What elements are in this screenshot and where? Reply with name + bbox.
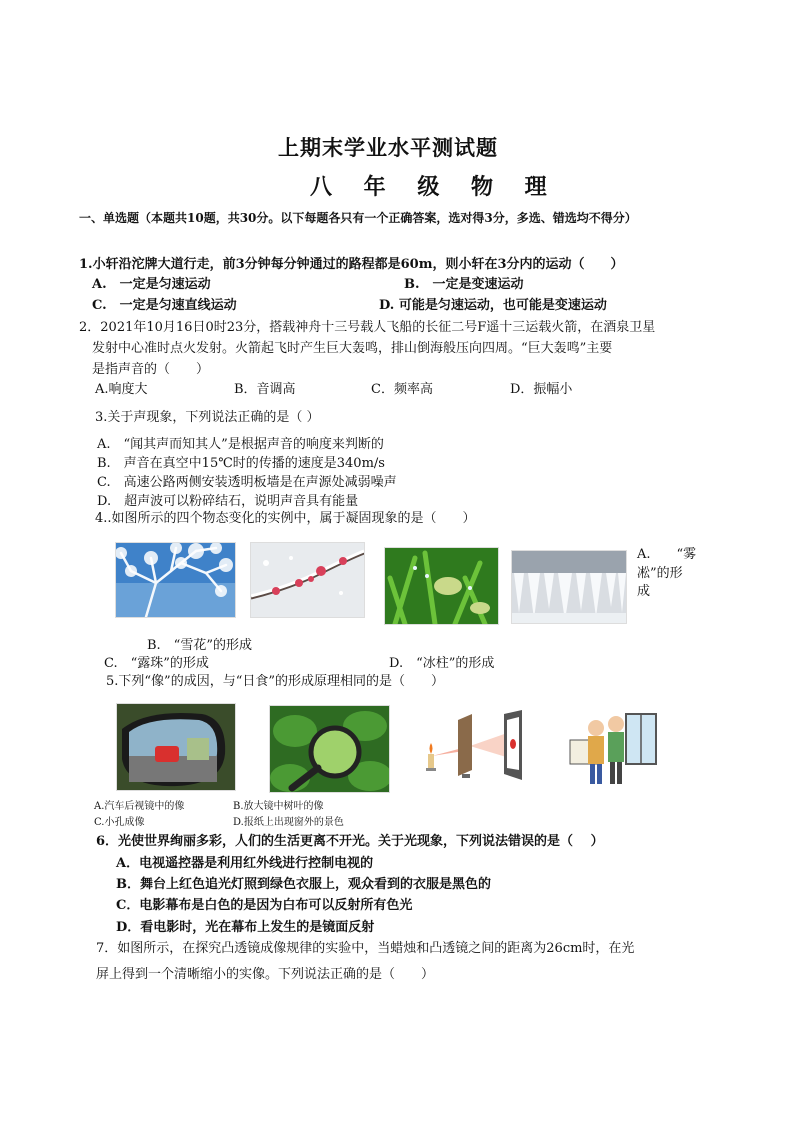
q6-option-b: B．舞台上红色追光灯照到绿色衣服上，观众看到的衣服是黑色的 [116, 877, 491, 892]
q5-option-d: D.报纸上出现窗外的景色 [233, 817, 344, 828]
page-subtitle: 八 年 级 物 理 [310, 174, 559, 200]
pinhole-diagram [418, 710, 530, 780]
q3-option-d: D. 超声波可以粉碎结石，说明声音具有能量 [97, 494, 359, 509]
q3-option-c: C. 高速公路两侧安装透明板墙是在声源处减弱噪声 [97, 475, 397, 490]
q4-option-a-line3: 成 [637, 584, 651, 599]
newspaper-window-image [566, 710, 659, 790]
q6-stem: 6．光使世界绚丽多彩，人们的生活更离不开光。关于光现象，下列说法错误的是（ ） [96, 834, 604, 849]
q3-stem: 3.关于声现象，下列说法正确的是（ ） [95, 410, 320, 425]
q1-option-d: D. 可能是匀速运动，也可能是变速运动 [379, 298, 607, 313]
q5-stem: 5.下列“像”的成因，与“日食”的形成原理相同的是（ ） [106, 674, 444, 689]
q4-option-b: B. “雪花”的形成 [147, 638, 252, 653]
page-title: 上期末学业水平测试题 [278, 135, 498, 160]
magnifier-leaf-photo [269, 705, 390, 793]
q5-option-c: C.小孔成像 [94, 817, 145, 828]
q2-line2: 发射中心准时点火发射。火箭起飞时产生巨大轰鸣，排山倒海般压向四周。“巨大轰鸣”主要 [92, 341, 613, 356]
q7-line1: 7．如图所示，在探究凸透镜成像规律的实验中，当蜡烛和凸透镜之间的距离为26cm时，在光 [96, 941, 635, 956]
q3-option-b: B. 声音在真空中15℃时的传播的速度是340m/s [97, 456, 385, 471]
q2-line1: 2．2021年10月16日0时23分，搭载神舟十三号载人飞船的长征二号F遥十三运载火箭，在酒泉卫星 [79, 320, 656, 335]
q5-option-a: A.汽车后视镜中的像 [94, 801, 185, 812]
q2-option-c: C．频率高 [371, 382, 433, 397]
q3-option-a: A. “闻其声而知其人”是根据声音的响度来判断的 [97, 437, 384, 452]
dew-grass-photo [384, 547, 499, 625]
q2-option-d: D．振幅小 [510, 382, 573, 397]
q4-option-d: D. “冰柱”的形成 [389, 656, 495, 671]
q6-option-a: A．电视遥控器是利用红外线进行控制电视的 [116, 856, 374, 871]
q2-option-b: B．音调高 [234, 382, 296, 397]
q6-option-c: C．电影幕布是白色的是因为白布可以反射所有色光 [116, 898, 413, 913]
q2-option-a: A.响度大 [95, 382, 148, 397]
q4-stem: 4..如图所示的四个物态变化的实例中，属于凝固现象的是（ ） [95, 511, 476, 526]
rime-photo [115, 542, 236, 618]
q1-option-c: C. 一定是匀速直线运动 [92, 298, 237, 313]
q4-option-a-line2: 凇”的形 [637, 566, 683, 581]
snow-plum-photo [250, 542, 365, 618]
q1-option-a: A. 一定是匀速运动 [92, 277, 211, 292]
q4-option-c: C. “露珠”的形成 [104, 656, 209, 671]
q1-option-b: B. 一定是变速运动 [404, 277, 524, 292]
q4-option-a-line1: A. “雾 [637, 547, 697, 562]
q7-line2: 屏上得到一个清晰缩小的实像。下列说法正确的是（ ） [96, 967, 435, 982]
q6-option-d: D．看电影时，光在幕布上发生的是镜面反射 [116, 920, 375, 935]
q2-line3: 是指声音的（ ） [92, 362, 210, 377]
icicle-photo [511, 550, 627, 624]
q5-option-b: B.放大镜中树叶的像 [233, 801, 324, 812]
q1-stem: 1.小轩沿沱牌大道行走，前3分钟每分钟通过的路程都是60m，则小轩在3分内的运动（ ） [79, 257, 624, 272]
section-heading: 一、单选题（本题共10题，共30分。以下每题各只有一个正确答案，选对得3分，多选、错选均不得分） [79, 211, 637, 225]
rearview-mirror-photo [116, 703, 236, 791]
